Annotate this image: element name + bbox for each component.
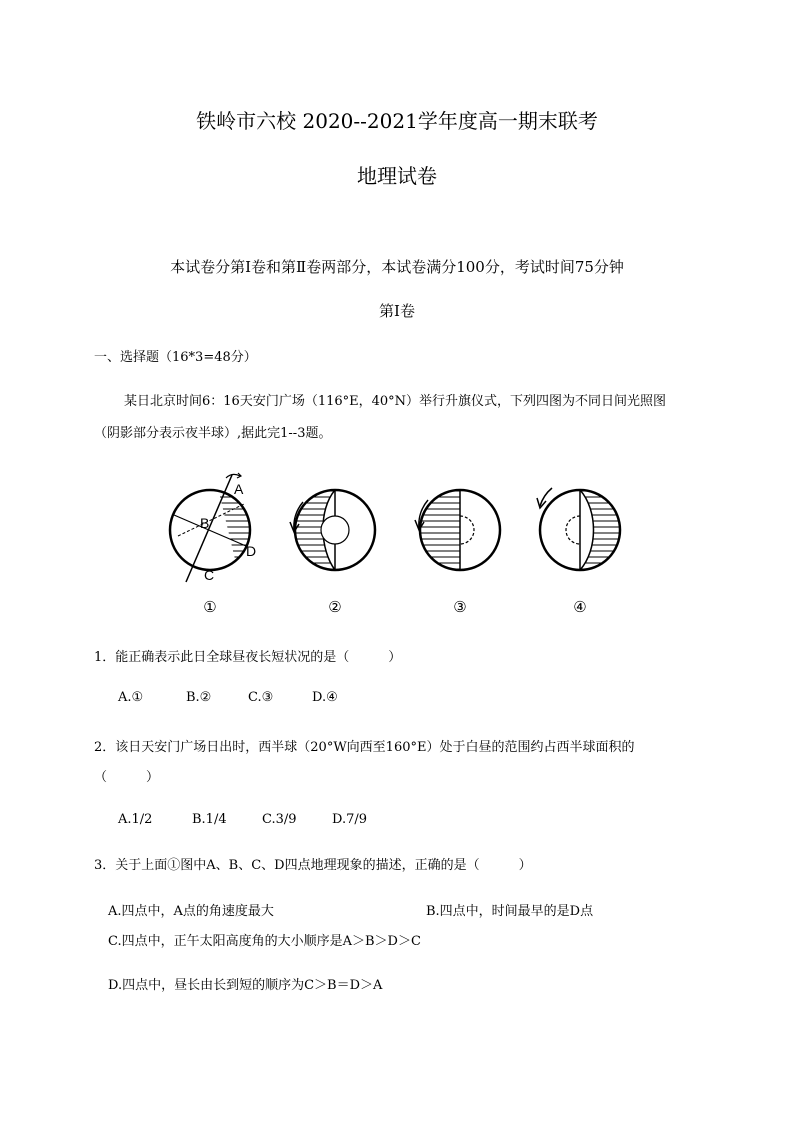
point-c-label: C — [204, 567, 215, 583]
point-d-label: D — [246, 543, 257, 559]
intro-line-2: （阴影部分表示夜半球）,据此完1--3题。 — [94, 426, 332, 441]
point-b-label: B — [200, 515, 210, 531]
subject-title: 地理试卷 — [357, 164, 437, 188]
point-a-label: A — [234, 481, 244, 497]
volume-heading: 第Ⅰ卷 — [379, 302, 415, 320]
question-2-option-d: D.7/9 — [332, 812, 368, 827]
question-2-option-c: C.3/9 — [262, 812, 297, 827]
question-2-stem-continued: （ ） — [94, 770, 160, 785]
question-1-option-b: B.② — [186, 690, 212, 705]
question-1-option-d: D.④ — [312, 690, 338, 705]
figure-label-1: ① — [203, 598, 217, 616]
question-2-stem: 2．该日天安门广场日出时，西半球（20°W向西至160°E）处于白昼的范围约占西半球面积的 — [94, 740, 635, 755]
diagram-1 — [170, 473, 260, 583]
question-1-option-a: A.① — [118, 690, 144, 705]
illumination-figure — [160, 470, 640, 620]
figure-label-3: ③ — [453, 598, 467, 616]
intro-line-1: 某日北京时间6：16天安门广场（116°E，40°N）举行升旗仪式，下列四图为不同日间光照图 — [124, 394, 667, 409]
question-3-option-a: A.四点中，A点的角速度最大 — [108, 904, 274, 919]
question-2-option-a: A.1/2 — [118, 812, 153, 827]
diagram-3 — [415, 490, 500, 570]
question-3-option-c: C.四点中，正午太阳高度角的大小顺序是A＞B＞D＞C — [108, 934, 421, 949]
question-3-option-d: D.四点中，昼长由长到短的顺序为C＞B＝D＞A — [108, 978, 383, 993]
question-1-option-c: C.③ — [248, 690, 274, 705]
diagram-4 — [537, 488, 620, 570]
question-1-stem: 1．能正确表示此日全球昼夜长短状况的是（ ） — [94, 650, 402, 665]
section-heading: 一、选择题（16*3=48分） — [94, 350, 257, 365]
figure-label-2: ② — [328, 598, 342, 616]
figure-label-4: ④ — [573, 598, 587, 616]
exam-title: 铁岭市六校 2020--2021学年度高一期末联考 — [196, 109, 598, 133]
exam-instructions: 本试卷分第Ⅰ卷和第Ⅱ卷两部分，本试卷满分100分，考试时间75分钟 — [170, 258, 624, 276]
question-3-option-b: B.四点中，时间最早的是D点 — [426, 904, 594, 919]
diagram-2 — [290, 490, 375, 570]
question-3-stem: 3．关于上面①图中A、B、C、D四点地理现象的描述，正确的是（ ） — [94, 858, 532, 873]
illumination-diagrams — [160, 470, 640, 620]
question-2-option-b: B.1/4 — [192, 812, 227, 827]
